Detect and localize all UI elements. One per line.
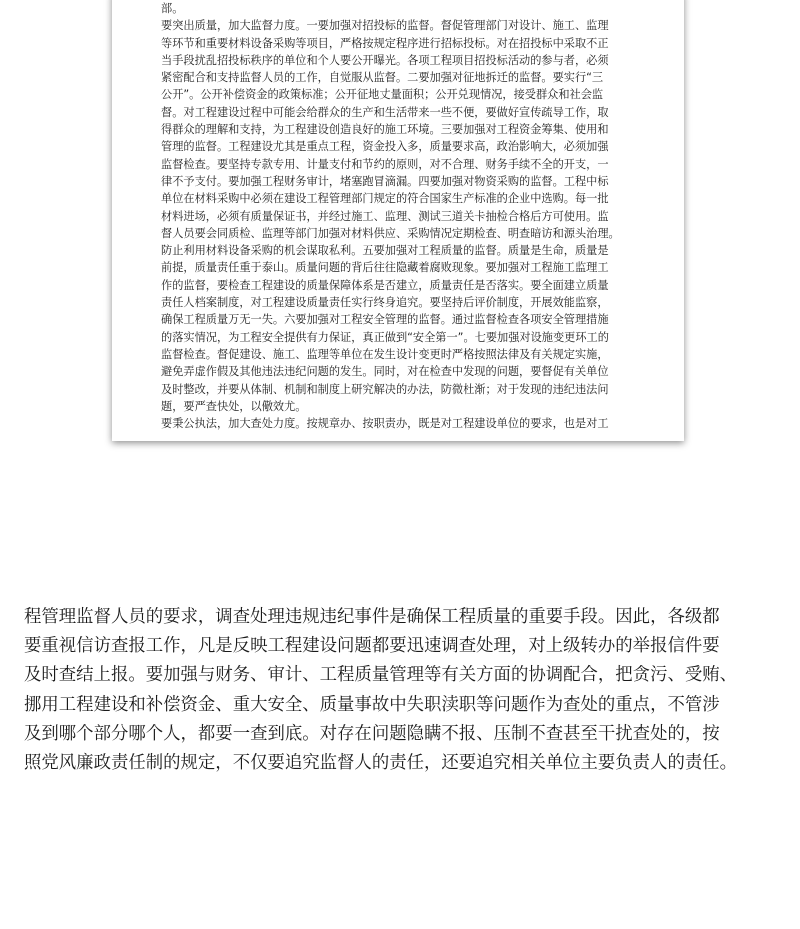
page-text-line: 确保工程质量万无一失。六要加强对工程安全管理的监督。通过监督检查各项安全管理措施 [161, 313, 609, 327]
page-text-line: 避免弄虚作假及其他违法违纪问题的发生。同时，对在检查中发现的问题，要督促有关单位 [161, 365, 609, 379]
page-text-line: 要秉公执法，加大查处力度。按规章办、按职责办，既是对工程建设单位的要求，也是对工 [161, 417, 609, 431]
document-page-card [112, 0, 684, 441]
document-page-text [161, 0, 643, 432]
page-text-line: 管理的监督。工程建设尤其是重点工程，资金投入多，质量要求高，政治影响大，必须加强 [161, 140, 609, 154]
page-text-line: 作的监督，要检查工程建设的质量保障体系是否建立，质量责任是否落实。要全面建立质量 [161, 278, 609, 292]
page-text-line: 得群众的理解和支持，为工程建设创造良好的施工环境。三要加强对工程资金筹集、使用和 [161, 123, 609, 137]
page-text-line: 律不予支付。要加强工程财务审计，堵塞跑冒滴漏。四要加强对物资采购的监督。工程中标 [161, 174, 609, 188]
page-text-line: 督人员要会同质检、监理等部门加强对材料供应、采购情况定期检查、明查暗访和源头治理。 [161, 226, 620, 240]
page-text-line: 监督检查。要坚持专款专用、计量支付和节约的原则，对不合理、财务手续不全的开支，一 [161, 157, 609, 171]
paragraph-line: 及时查结上报。要加强与财务、审计、工程质量管理等有关方面的协调配合，把贪污、受贿、 [24, 665, 738, 686]
page-text-line: 当手段扰乱招投标秩序的单位和个人要公开曝光。各项工程项目招投标活动的参与者，必须 [161, 53, 609, 67]
page-text-line: 及时整改，并要从体制、机制和制度上研究解决的办法，防微杜渐；对于发现的违纪违法问 [161, 382, 609, 396]
page-text-line: 前提，质量责任重于泰山。质量问题的背后往往隐藏着腐败现象。要加强对工程施工监理工 [161, 261, 609, 275]
page-text-line: 单位在材料采购中必须在建设工程管理部门规定的符合国家生产标准的企业中选购。每一批 [161, 192, 609, 206]
page-text-line: 公开”。公开补偿资金的政策标准；公开征地丈量面积；公开兑现情况，接受群众和社会监 [161, 88, 604, 102]
page-text-line: 部。 [161, 2, 184, 15]
paragraph-line: 挪用工程建设和补偿资金、重大安全、质量事故中失职渎职等问题作为查处的重点，不管涉 [24, 694, 720, 715]
page-text-line: 责任人档案制度，对工程建设质量责任实行终身追究。要坚持后评价制度，开展效能监察， [161, 296, 609, 310]
page-text-line: 防止利用材料设备采购的机会谋取私利。五要加强对工程质量的监督。质量是生命，质量是 [161, 244, 609, 258]
page-text-line: 紧密配合和支持监督人员的工作，自觉服从监督。二要加强对征地拆迁的监督。要实行“三 [161, 71, 604, 85]
page-text-line: 监督检查。督促建设、施工、监理等单位在发生设计变更时严格按照法律及有关规定实施， [161, 347, 609, 361]
paragraph-line: 要重视信访查报工作，凡是反映工程建设问题都要迅速调查处理，对上级转办的举报信件要 [24, 636, 720, 657]
page-text-line: 的落实情况，为工程安全提供有力保证，真正做到“安全第一”。七要加强对设施变更环工的 [161, 330, 609, 344]
page-text-line: 题，要严查快处，以儆效尤。 [161, 399, 307, 413]
paragraph-line: 程管理监督人员的要求，调查处理违规违纪事件是确保工程质量的重要手段。因此，各级都 [24, 607, 720, 627]
continuation-paragraph [24, 603, 778, 778]
paragraph-line: 及到哪个部分哪个人，都要一查到底。对存在问题隐瞒不报、压制不查甚至干扰查处的，按 [24, 723, 720, 744]
paragraph-line: 照党风廉政责任制的规定，不仅要追究监督人的责任，还要追究相关单位主要负责人的责任。 [24, 752, 738, 773]
page-text-line: 等环节和重要材料设备采购等项目，严格按规定程序进行招标投标。对在招投标中采取不正 [161, 36, 609, 50]
page-text-line: 材料进场，必须有质量保证书，并经过施工、监理、测试三道关卡抽检合格后方可使用。监 [161, 209, 609, 223]
page-text-line: 要突出质量，加大监督力度。一要加强对招投标的监督。督促管理部门对设计、施工、监理 [161, 19, 609, 33]
page-text-line: 督。对工程建设过程中可能会给群众的生产和生活带来一些不便，要做好宣传疏导工作，取 [161, 105, 609, 119]
